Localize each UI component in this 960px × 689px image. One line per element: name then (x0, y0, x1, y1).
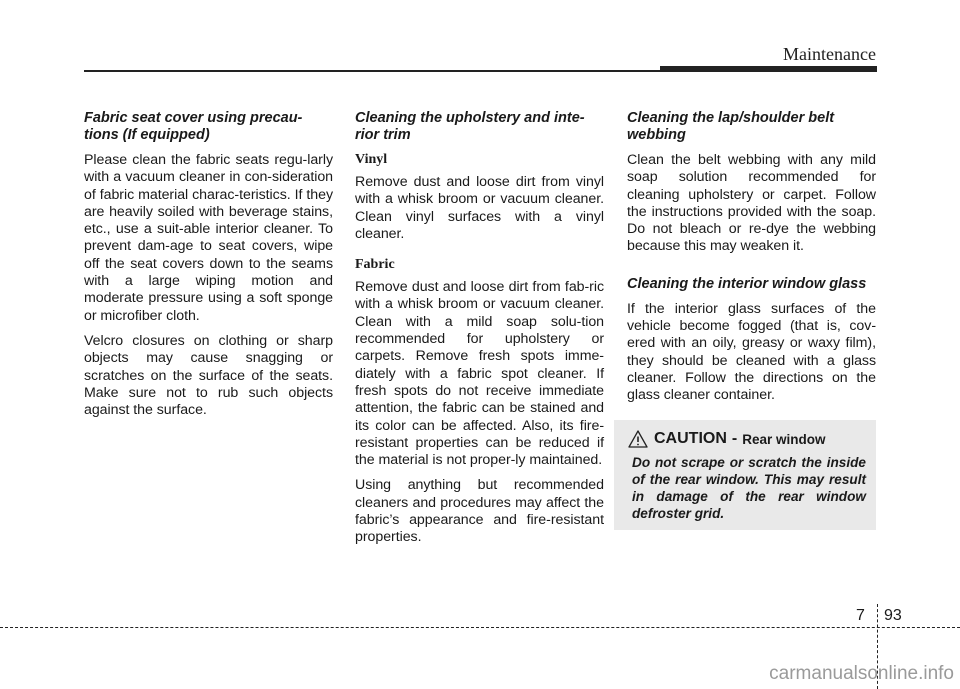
page-section-title: Maintenance (783, 44, 876, 64)
column-2 (355, 110, 604, 555)
subheading-vinyl: Vinyl (355, 152, 388, 167)
page-number: 93 (884, 607, 902, 624)
header-rule (84, 70, 660, 72)
paragraph: Clean the belt webbing with any mild soap solution recommended for cleaning upholstery or carpet. Follow the instructions provided with the soap. Do not bleach or re-dye the webbing because this may weaken it. (627, 152, 876, 255)
chapter-number: 7 (856, 607, 865, 624)
section-title-fabric-seat-cover: Fabric seat cover using precau-tions (If equipped) (84, 110, 303, 143)
section-title-upholstery: Cleaning the upholstery and inte-rior trim (355, 110, 585, 143)
caution-label: CAUTION (654, 430, 727, 447)
footer-rule (0, 627, 960, 628)
section-title-window-glass: Cleaning the interior window glass (627, 275, 867, 292)
column-1 (84, 110, 333, 427)
warning-triangle-icon (628, 430, 648, 448)
paragraph: Velcro closures on clothing or sharp objects may cause snagging or scratches on the surface of the seats. Make sure not to rub such objects against the surface. (84, 332, 333, 419)
paragraph: Remove dust and loose dirt from fab-ric with a whisk broom or vacuum cleaner. Clean with a mild soap solu-tion recommended for upholstery or carpets. Remove fresh spots imme-diately with a fabric spot cleaner. If fresh spots do not receive immediate attention, the fabric can be stained and its color can be affected. Also, its fire-resistant properties can be reduced if the material is not proper-ly maintained. (355, 279, 604, 469)
caution-topic: Rear window (742, 431, 826, 447)
caution-box (614, 420, 876, 530)
paragraph: Please clean the fabric seats regu-larly with a vacuum cleaner in con-sideration of fabric material charac-teristics. If they are heavily soiled with beverage stains, etc., use a suit-able interior cleaner. To prevent dam-age to seat covers, wipe off the seat covers down to the seams with a large wiping motion and moderate pressure using a soft sponge or microfiber cloth. (84, 152, 333, 324)
paragraph: If the interior glass surfaces of the vehicle become fogged (that is, cov-ered with an oily, greasy or waxy film), they should be cleaned with a glass cleaner. Follow the directions on the glass cleaner container. (627, 300, 876, 404)
column-3 (627, 110, 876, 413)
section-title-belt-webbing: Cleaning the lap/shoulder belt webbing (627, 110, 835, 143)
paragraph: Remove dust and loose dirt from vinyl with a whisk broom or vacuum cleaner. Clean vinyl surfaces with a vinyl cleaner. (355, 174, 604, 242)
watermark: carmanualsonline.info (769, 663, 954, 684)
caution-header (628, 430, 866, 448)
header-rule-bold (660, 66, 877, 72)
paragraph: Using anything but recommended cleaners and procedures may affect the fabric’s appearance and fire-resistant properties. (355, 477, 604, 546)
caution-separator: - (731, 430, 738, 447)
subheading-fabric: Fabric (355, 257, 395, 273)
caution-text: Do not scrape or scratch the inside of the rear window. This may result in damage of the rear window defroster grid. (632, 455, 866, 521)
